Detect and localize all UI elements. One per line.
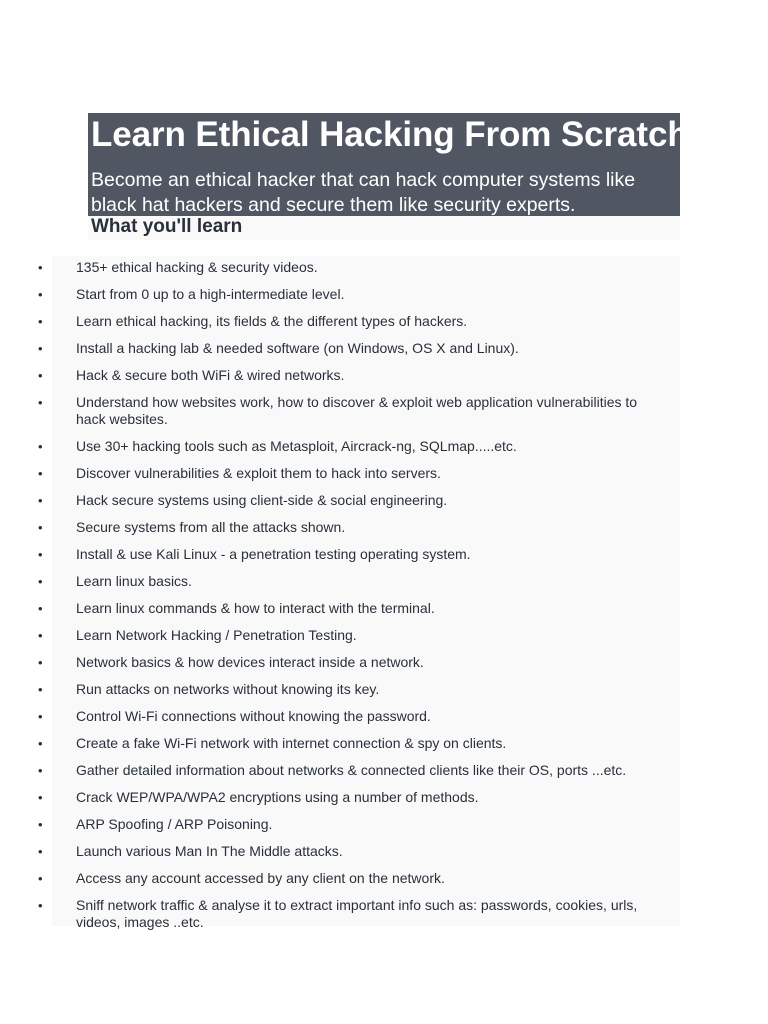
list-item-text: Crack WEP/WPA/WPA2 encryptions using a number of methods. xyxy=(76,789,479,805)
list-item xyxy=(38,367,680,384)
list-item-text: Discover vulnerabilities & exploit them to hack into servers. xyxy=(76,465,441,481)
list-item xyxy=(38,259,680,276)
list-item xyxy=(38,762,680,779)
list-item xyxy=(38,573,680,590)
list-item-text: Gather detailed information about networks & connected clients like their OS, ports ...etc. xyxy=(76,762,627,778)
list-item-text: Understand how websites work, how to discover & exploit web application vulnerabilities to hack websites. xyxy=(76,394,638,427)
list-item-text: Learn linux commands & how to interact with the terminal. xyxy=(76,600,435,616)
list-item-text: Secure systems from all the attacks shown. xyxy=(76,519,346,535)
learn-heading-bar xyxy=(88,216,680,240)
list-item-text: Install a hacking lab & needed software (on Windows, OS X and Linux). xyxy=(76,340,519,356)
list-item-text: Network basics & how devices interact inside a network. xyxy=(76,654,424,670)
list-item xyxy=(38,681,680,698)
list-item-text: ARP Spoofing / ARP Poisoning. xyxy=(76,816,273,832)
list-item-text: Use 30+ hacking tools such as Metasploit, Aircrack-ng, SQLmap.....etc. xyxy=(76,438,517,454)
list-item xyxy=(38,286,680,303)
list-item-text: Learn ethical hacking, its fields & the different types of hackers. xyxy=(76,313,468,329)
bullet-icon: • xyxy=(38,314,43,329)
list-item xyxy=(38,519,680,536)
list-item-text: Learn linux basics. xyxy=(76,573,192,589)
bullet-icon: • xyxy=(38,520,43,535)
bullet-icon: • xyxy=(38,790,43,805)
list-item xyxy=(38,546,680,563)
bullet-icon: • xyxy=(38,871,43,886)
list-item-text: Create a fake Wi-Fi network with internet connection & spy on clients. xyxy=(76,735,507,751)
bullet-icon: • xyxy=(38,493,43,508)
bullet-icon: • xyxy=(38,655,43,670)
list-item-text: Launch various Man In The Middle attacks. xyxy=(76,843,343,859)
list-item xyxy=(38,843,680,860)
bullet-icon: • xyxy=(38,439,43,454)
bullet-icon: • xyxy=(38,368,43,383)
bullet-icon: • xyxy=(38,628,43,643)
list-item xyxy=(38,897,680,931)
bullet-icon: • xyxy=(38,466,43,481)
bullet-icon: • xyxy=(38,763,43,778)
bullet-icon: • xyxy=(38,260,43,275)
list-item xyxy=(38,465,680,482)
list-item xyxy=(38,789,680,806)
bullet-icon: • xyxy=(38,601,43,616)
list-item xyxy=(38,816,680,833)
list-item xyxy=(38,627,680,644)
list-item xyxy=(38,313,680,330)
course-title: Learn Ethical Hacking From Scratch xyxy=(91,115,689,154)
list-item-text: Control Wi-Fi connections without knowing the password. xyxy=(76,708,431,724)
bullet-icon: • xyxy=(38,736,43,751)
bullet-icon: • xyxy=(38,898,43,913)
list-item xyxy=(38,340,680,357)
course-subtitle: Become an ethical hacker that can hack computer systems like black hat hackers and secure them like security experts. xyxy=(91,169,636,216)
list-item xyxy=(38,394,680,428)
bullet-icon: • xyxy=(38,709,43,724)
list-item-text: Sniff network traffic & analyse it to extract important info such as: passwords, cookies, urls, videos, images ..etc. xyxy=(76,897,638,930)
list-item-text: Hack secure systems using client-side & social engineering. xyxy=(76,492,448,508)
list-item-text: Learn Network Hacking / Penetration Testing. xyxy=(76,627,357,643)
learn-list-box xyxy=(38,256,680,930)
list-item xyxy=(38,870,680,887)
course-header xyxy=(88,113,689,216)
list-item-text: Install & use Kali Linux - a penetration testing operating system. xyxy=(76,546,471,562)
list-item xyxy=(38,654,680,671)
bullet-icon: • xyxy=(38,547,43,562)
learn-heading: What you'll learn xyxy=(91,216,243,237)
bullet-icon: • xyxy=(38,287,43,302)
list-item-text: 135+ ethical hacking & security videos. xyxy=(76,259,318,275)
list-item xyxy=(38,492,680,509)
list-item xyxy=(38,600,680,617)
list-item-text: Start from 0 up to a high-intermediate level. xyxy=(76,286,345,302)
list-item-text: Hack & secure both WiFi & wired networks. xyxy=(76,367,345,383)
list-item xyxy=(38,735,680,752)
list-item xyxy=(38,708,680,725)
list-item-text: Access any account accessed by any client on the network. xyxy=(76,870,445,886)
bullet-icon: • xyxy=(38,341,43,356)
learn-list xyxy=(38,256,680,931)
bullet-icon: • xyxy=(38,682,43,697)
bullet-icon: • xyxy=(38,844,43,859)
list-item xyxy=(38,438,680,455)
bullet-icon: • xyxy=(38,395,43,410)
list-item-text: Run attacks on networks without knowing its key. xyxy=(76,681,380,697)
bullet-icon: • xyxy=(38,574,43,589)
bullet-icon: • xyxy=(38,817,43,832)
